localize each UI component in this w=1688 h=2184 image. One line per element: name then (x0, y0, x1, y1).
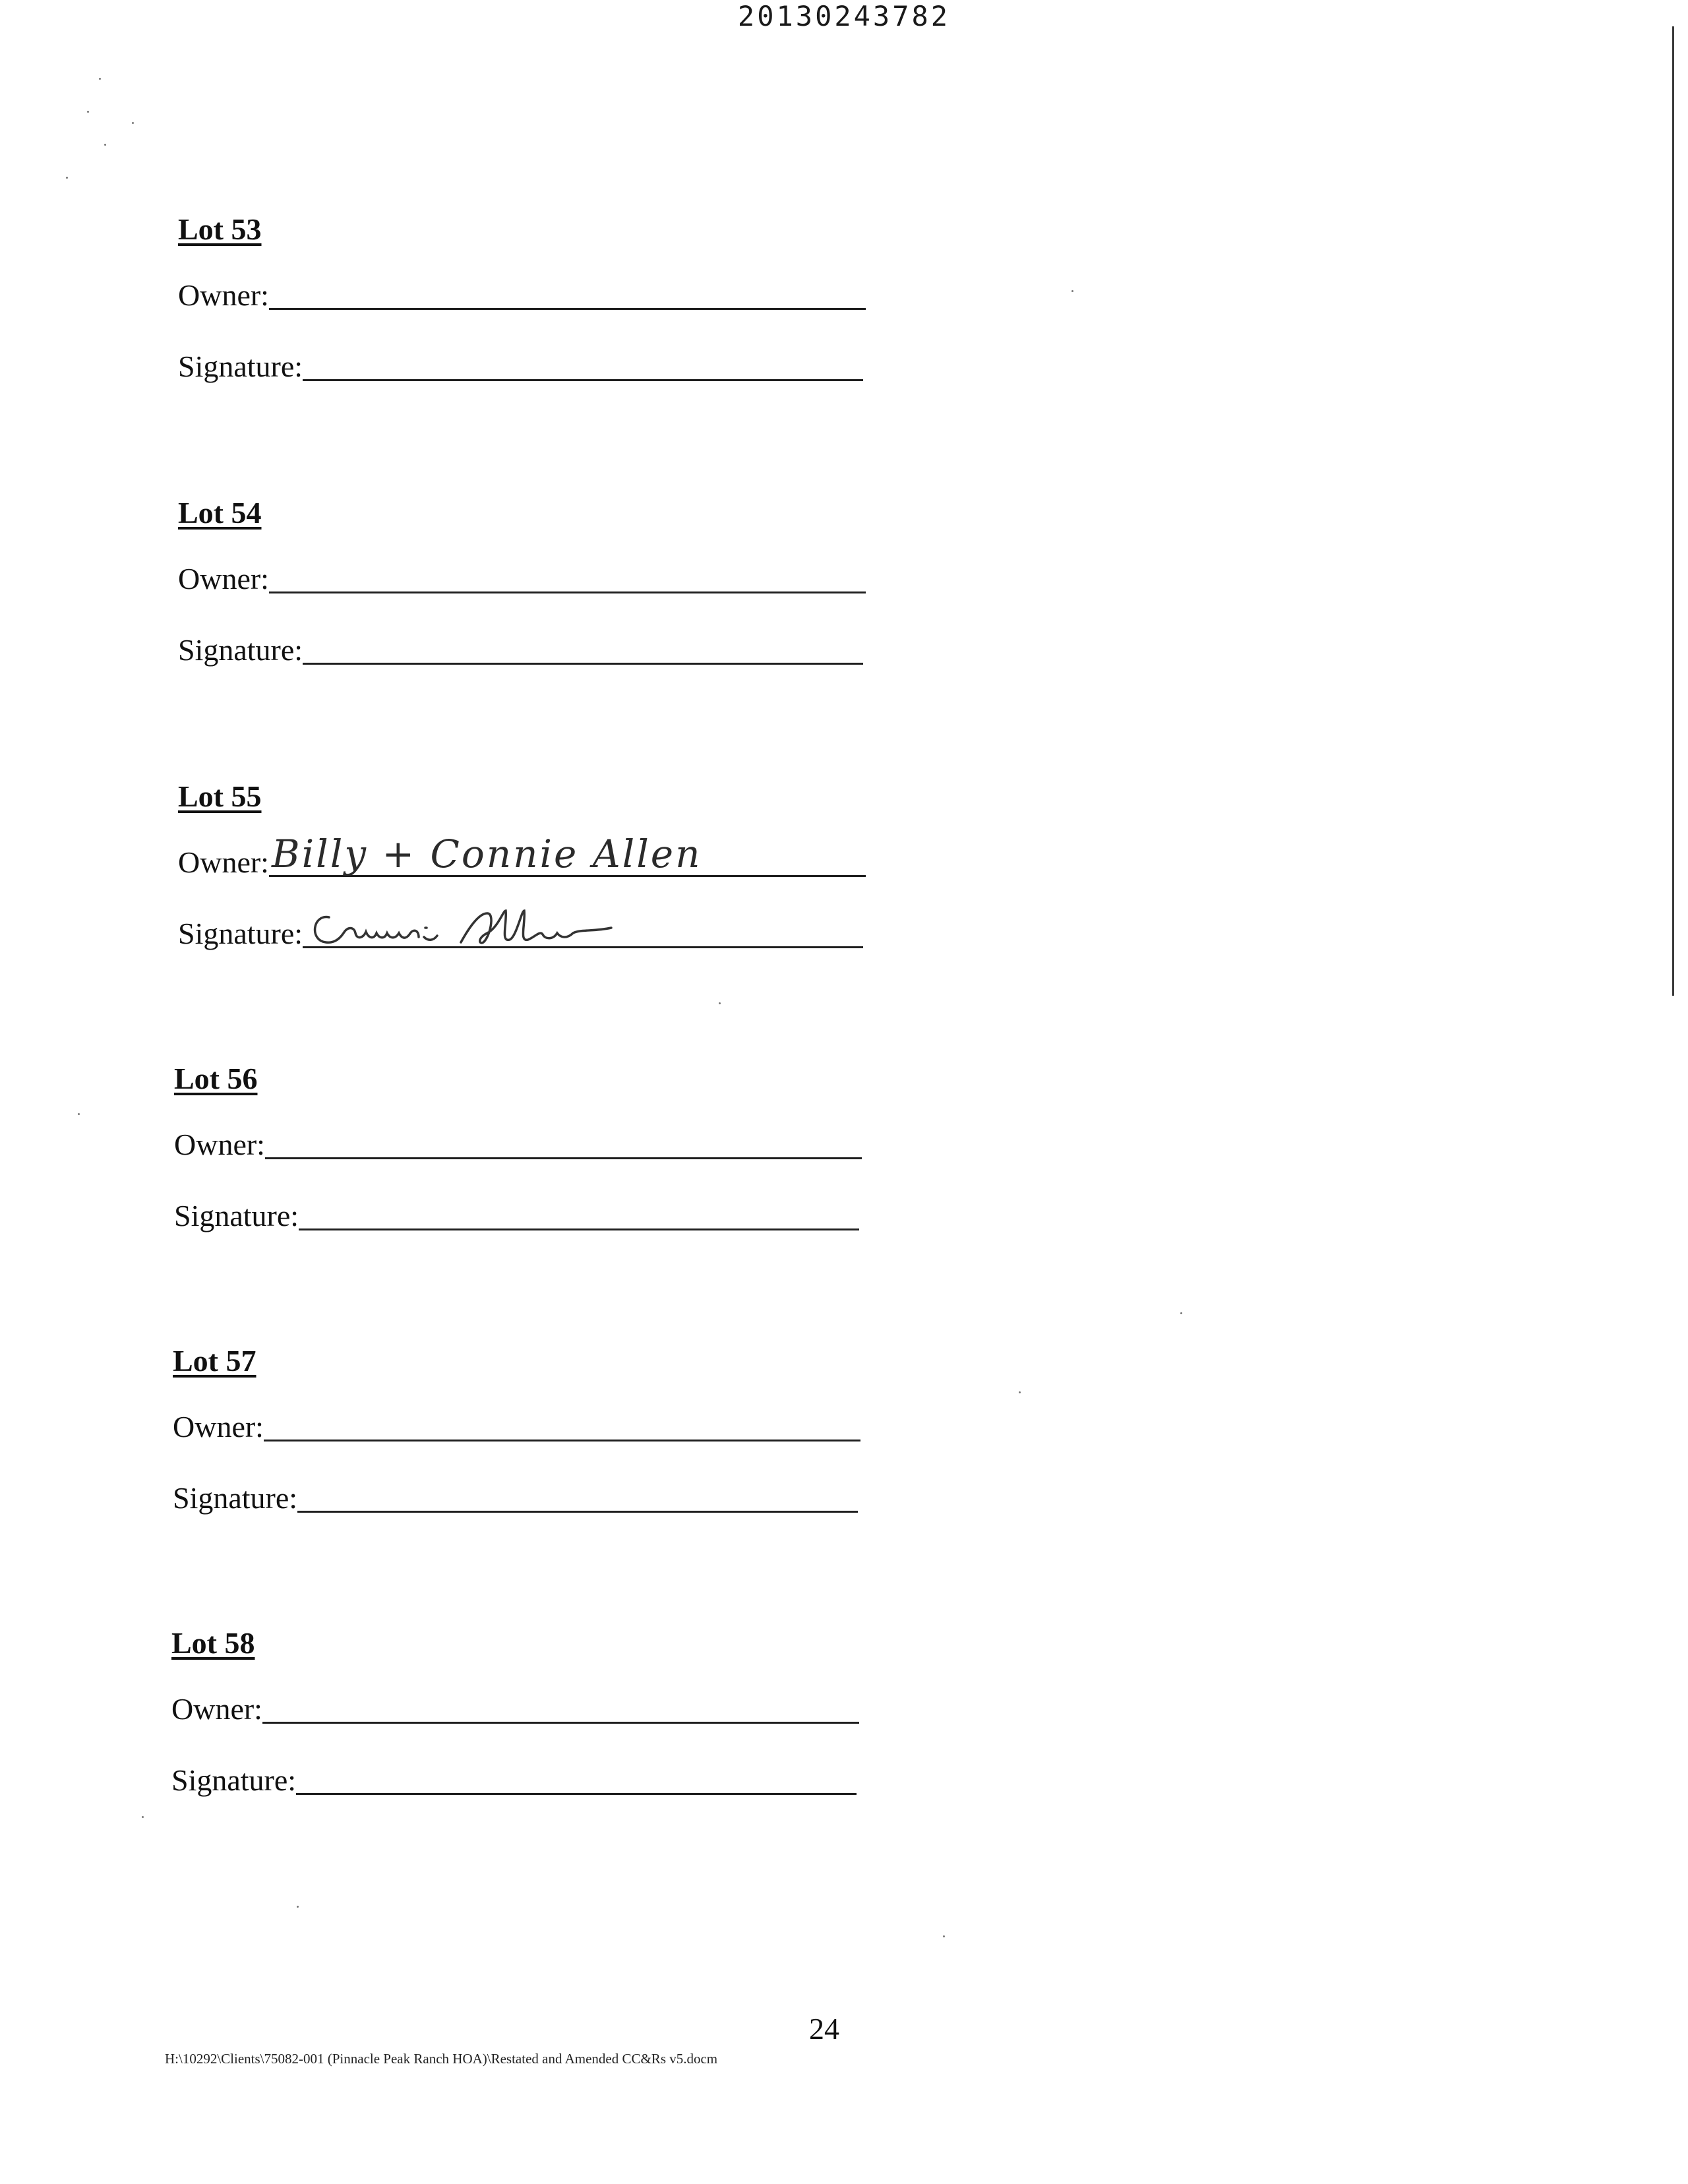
owner-handwritten-name: Billy + Connie Allen (271, 832, 702, 876)
owner-line[interactable] (265, 1123, 862, 1159)
owner-field (178, 832, 866, 882)
lot-title: Lot 58 (171, 1626, 255, 1660)
signature-label: Signature: (178, 349, 303, 383)
owner-field (174, 1125, 862, 1165)
scan-speck (87, 111, 89, 113)
owner-line[interactable] (264, 1405, 860, 1441)
signature-field (174, 1196, 859, 1236)
lot-title: Lot 55 (178, 779, 262, 813)
lot-53-block (178, 210, 890, 383)
scan-speck (1019, 1391, 1021, 1393)
footer-file-path: H:\10292\Clients\75082-001 (Pinnacle Peak Ranch HOA)\Restated and Amended CC&Rs v5.docm (165, 2051, 718, 2067)
signature-label: Signature: (178, 633, 303, 667)
signature-label: Signature: (178, 917, 303, 950)
scan-speck (297, 1906, 299, 1908)
owner-label: Owner: (178, 562, 269, 595)
signature-line[interactable] (297, 1476, 858, 1513)
signature-field (178, 347, 863, 386)
signature-label: Signature: (173, 1481, 298, 1515)
owner-field (173, 1407, 860, 1447)
scan-speck (142, 1816, 144, 1818)
lot-54-block (178, 493, 890, 667)
scan-speck (1180, 1312, 1182, 1314)
scan-speck (1071, 290, 1073, 292)
owner-label: Owner: (171, 1692, 262, 1726)
handwritten-signature (303, 904, 632, 950)
signature-label: Signature: (171, 1763, 297, 1797)
signature-line[interactable] (299, 1194, 859, 1230)
scan-speck (132, 122, 134, 124)
scan-speck (104, 144, 106, 146)
owner-field (178, 559, 866, 599)
scan-speck (99, 78, 101, 80)
owner-field (171, 1689, 859, 1729)
signature-line[interactable] (303, 628, 863, 665)
scan-edge-line (1672, 26, 1674, 996)
signature-line[interactable] (303, 912, 863, 948)
owner-line[interactable] (262, 1687, 859, 1724)
owner-line[interactable] (269, 274, 866, 310)
owner-field (178, 276, 866, 315)
owner-label: Owner: (173, 1410, 264, 1443)
signature-field (178, 914, 863, 954)
document-number: 20130243782 (737, 0, 951, 32)
signature-line[interactable] (303, 345, 863, 381)
scan-speck (78, 1113, 80, 1115)
signature-line[interactable] (296, 1759, 857, 1795)
scan-speck (719, 1002, 721, 1004)
lot-title: Lot 53 (178, 212, 262, 246)
scan-speck (943, 1935, 945, 1937)
signature-field (171, 1761, 857, 1800)
owner-line[interactable] (269, 832, 866, 877)
signature-field (178, 630, 863, 670)
lot-57-block (173, 1341, 885, 1515)
lot-title: Lot 56 (174, 1062, 258, 1095)
signature-label: Signature: (174, 1199, 299, 1232)
owner-label: Owner: (174, 1128, 265, 1161)
owner-label: Owner: (178, 278, 269, 312)
signature-field (173, 1478, 858, 1518)
scan-speck (66, 177, 68, 179)
owner-line[interactable] (269, 557, 866, 593)
lot-58-block (171, 1623, 884, 1797)
lot-title: Lot 54 (178, 496, 262, 530)
owner-label: Owner: (178, 845, 269, 879)
page-number: 24 (809, 2012, 839, 2046)
lot-55-block (178, 777, 890, 950)
lot-56-block (174, 1059, 886, 1232)
lot-title: Lot 57 (173, 1344, 256, 1378)
